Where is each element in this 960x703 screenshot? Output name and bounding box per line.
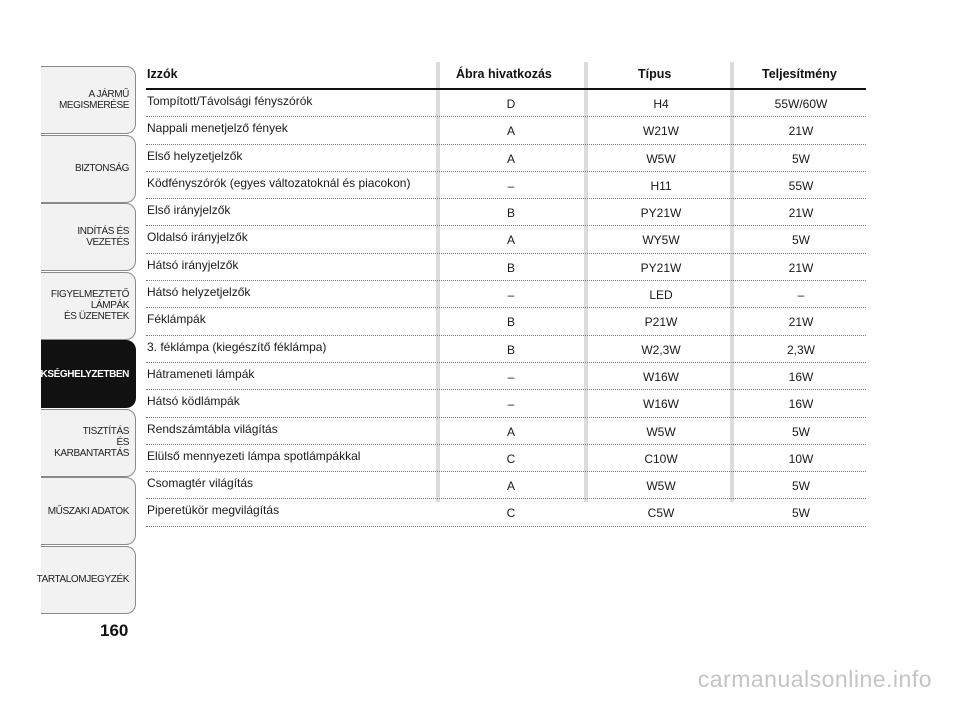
chapter-tab[interactable]: TARTALOMJEGYZÉK <box>41 546 136 614</box>
bulb-name-cell: Hátsó helyzetjelzők <box>147 285 251 300</box>
table-row <box>146 418 866 445</box>
bulb-name-cell: Tompított/Távolsági fényszórók <box>147 94 313 108</box>
bulb-type-cell: PY21W <box>640 260 682 275</box>
bulb-type-cell: P21W <box>644 315 678 330</box>
figure-ref-cell: A <box>506 233 515 248</box>
power-cell: 2,3W <box>786 342 815 357</box>
bulb-type-cell: PY21W <box>640 206 682 221</box>
table-row <box>146 390 866 417</box>
bulb-name-cell: Piperetükör megvilágítás <box>147 503 280 518</box>
header-type: Típus <box>638 67 672 81</box>
bulb-type-cell: C10W <box>644 451 678 466</box>
table-row <box>146 499 866 526</box>
figure-ref-cell: – <box>507 397 515 412</box>
bulb-name-cell: Ködfényszórók (egyes változatoknál és piacokon) <box>147 175 411 190</box>
table-row <box>146 199 866 226</box>
figure-ref-cell: C <box>506 506 516 521</box>
power-cell: 5W <box>792 424 810 439</box>
power-cell: – <box>797 288 805 303</box>
bulb-name-cell: 3. féklámpa (kiegészítő féklámpa) <box>147 339 327 354</box>
power-cell: 5W <box>792 479 810 494</box>
header-power: Teljesítmény <box>762 67 837 81</box>
power-cell: 55W <box>788 178 814 193</box>
bulb-type-cell: W16W <box>643 397 679 412</box>
figure-ref-cell: D <box>506 97 516 111</box>
table-row <box>146 363 866 390</box>
power-cell: 21W <box>788 260 814 275</box>
bulb-table <box>146 62 866 527</box>
figure-ref-cell: C <box>506 451 516 466</box>
table-row <box>146 472 866 499</box>
power-cell: 21W <box>788 124 814 139</box>
header-figure-ref: Ábra hivatkozás <box>456 67 552 81</box>
power-cell: 5W <box>792 506 810 521</box>
chapter-tab[interactable]: BIZTONSÁG <box>41 135 136 203</box>
bulb-name-cell: Oldalsó irányjelzők <box>147 230 248 245</box>
power-cell: 5W <box>792 233 810 248</box>
table-row <box>146 281 866 308</box>
chapter-tab[interactable]: SZÜKSÉGHELYZETBEN <box>41 340 136 408</box>
table-row <box>146 90 866 117</box>
bulb-type-cell: W2,3W <box>641 342 681 357</box>
bulb-name-cell: Hátrameneti lámpák <box>147 366 255 381</box>
figure-ref-cell: A <box>506 479 515 494</box>
table-header <box>146 62 866 90</box>
figure-ref-cell: B <box>506 342 515 357</box>
table-row <box>146 145 866 172</box>
chapter-tab[interactable]: MŰSZAKI ADATOK <box>41 477 136 545</box>
power-cell: 5W <box>792 151 810 166</box>
power-cell: 21W <box>788 206 814 221</box>
bulb-type-cell: WY5W <box>642 233 680 248</box>
power-cell: 10W <box>788 451 814 466</box>
figure-ref-cell: A <box>506 124 515 139</box>
table-row <box>146 117 866 144</box>
bulb-name-cell: Hátsó ködlámpák <box>147 394 240 409</box>
bulb-type-cell: H4 <box>653 97 669 111</box>
figure-ref-cell: – <box>507 288 515 303</box>
chapter-tab[interactable]: FIGYELMEZTETŐ LÁMPÁK ÉS ÜZENETEK <box>41 272 136 340</box>
table-row <box>146 336 866 363</box>
table-row <box>146 226 866 253</box>
figure-ref-cell: A <box>506 151 515 166</box>
bulb-type-cell: H11 <box>650 178 672 193</box>
chapter-tab[interactable]: INDÍTÁS ÉS VEZETÉS <box>41 203 136 271</box>
page-number: 160 <box>100 621 129 640</box>
bulb-name-cell: Rendszámtábla világítás <box>147 421 278 436</box>
bulb-name-cell: Első irányjelzők <box>147 203 231 218</box>
bulb-type-cell: W5W <box>646 479 676 494</box>
figure-ref-cell: – <box>507 178 515 193</box>
bulb-name-cell: Csomagtér világítás <box>147 476 254 491</box>
bulb-name-cell: Féklámpák <box>147 312 206 327</box>
figure-ref-cell: B <box>506 260 515 275</box>
bulb-name-cell: Nappali menetjelző fények <box>147 121 288 136</box>
bulb-type-cell: C5W <box>647 506 675 521</box>
header-bulbs: Izzók <box>147 67 178 81</box>
table-row <box>146 445 866 472</box>
chapter-tab[interactable]: TISZTÍTÁS ÉS KARBANTARTÁS <box>41 409 136 477</box>
table-body <box>146 90 866 527</box>
power-cell: 16W <box>788 397 814 412</box>
figure-ref-cell: A <box>506 424 515 439</box>
figure-ref-cell: B <box>506 206 515 221</box>
watermark: carmanualsonline.info <box>697 666 932 692</box>
table-row <box>146 308 866 335</box>
figure-ref-cell: B <box>506 315 515 330</box>
power-cell: 16W <box>788 369 814 384</box>
chapter-sidebar <box>21 66 136 614</box>
bulb-type-cell: W16W <box>643 369 679 384</box>
power-cell: 21W <box>788 315 814 330</box>
power-cell: 55W/60W <box>774 97 828 111</box>
table-row <box>146 172 866 199</box>
bulb-type-cell: W5W <box>646 424 676 439</box>
chapter-tab[interactable]: A JÁRMŰ MEGISMERÉSE <box>41 66 136 134</box>
bulb-type-cell: W21W <box>643 124 679 139</box>
figure-ref-cell: – <box>507 369 515 384</box>
bulb-type-cell: LED <box>649 288 673 303</box>
bulb-name-cell: Elülső mennyezeti lámpa spotlámpákkal <box>147 448 361 463</box>
bulb-type-cell: W5W <box>646 151 676 166</box>
table-row <box>146 254 866 281</box>
bulb-name-cell: Hátsó irányjelzők <box>147 257 239 272</box>
bulb-name-cell: Első helyzetjelzők <box>147 148 243 163</box>
